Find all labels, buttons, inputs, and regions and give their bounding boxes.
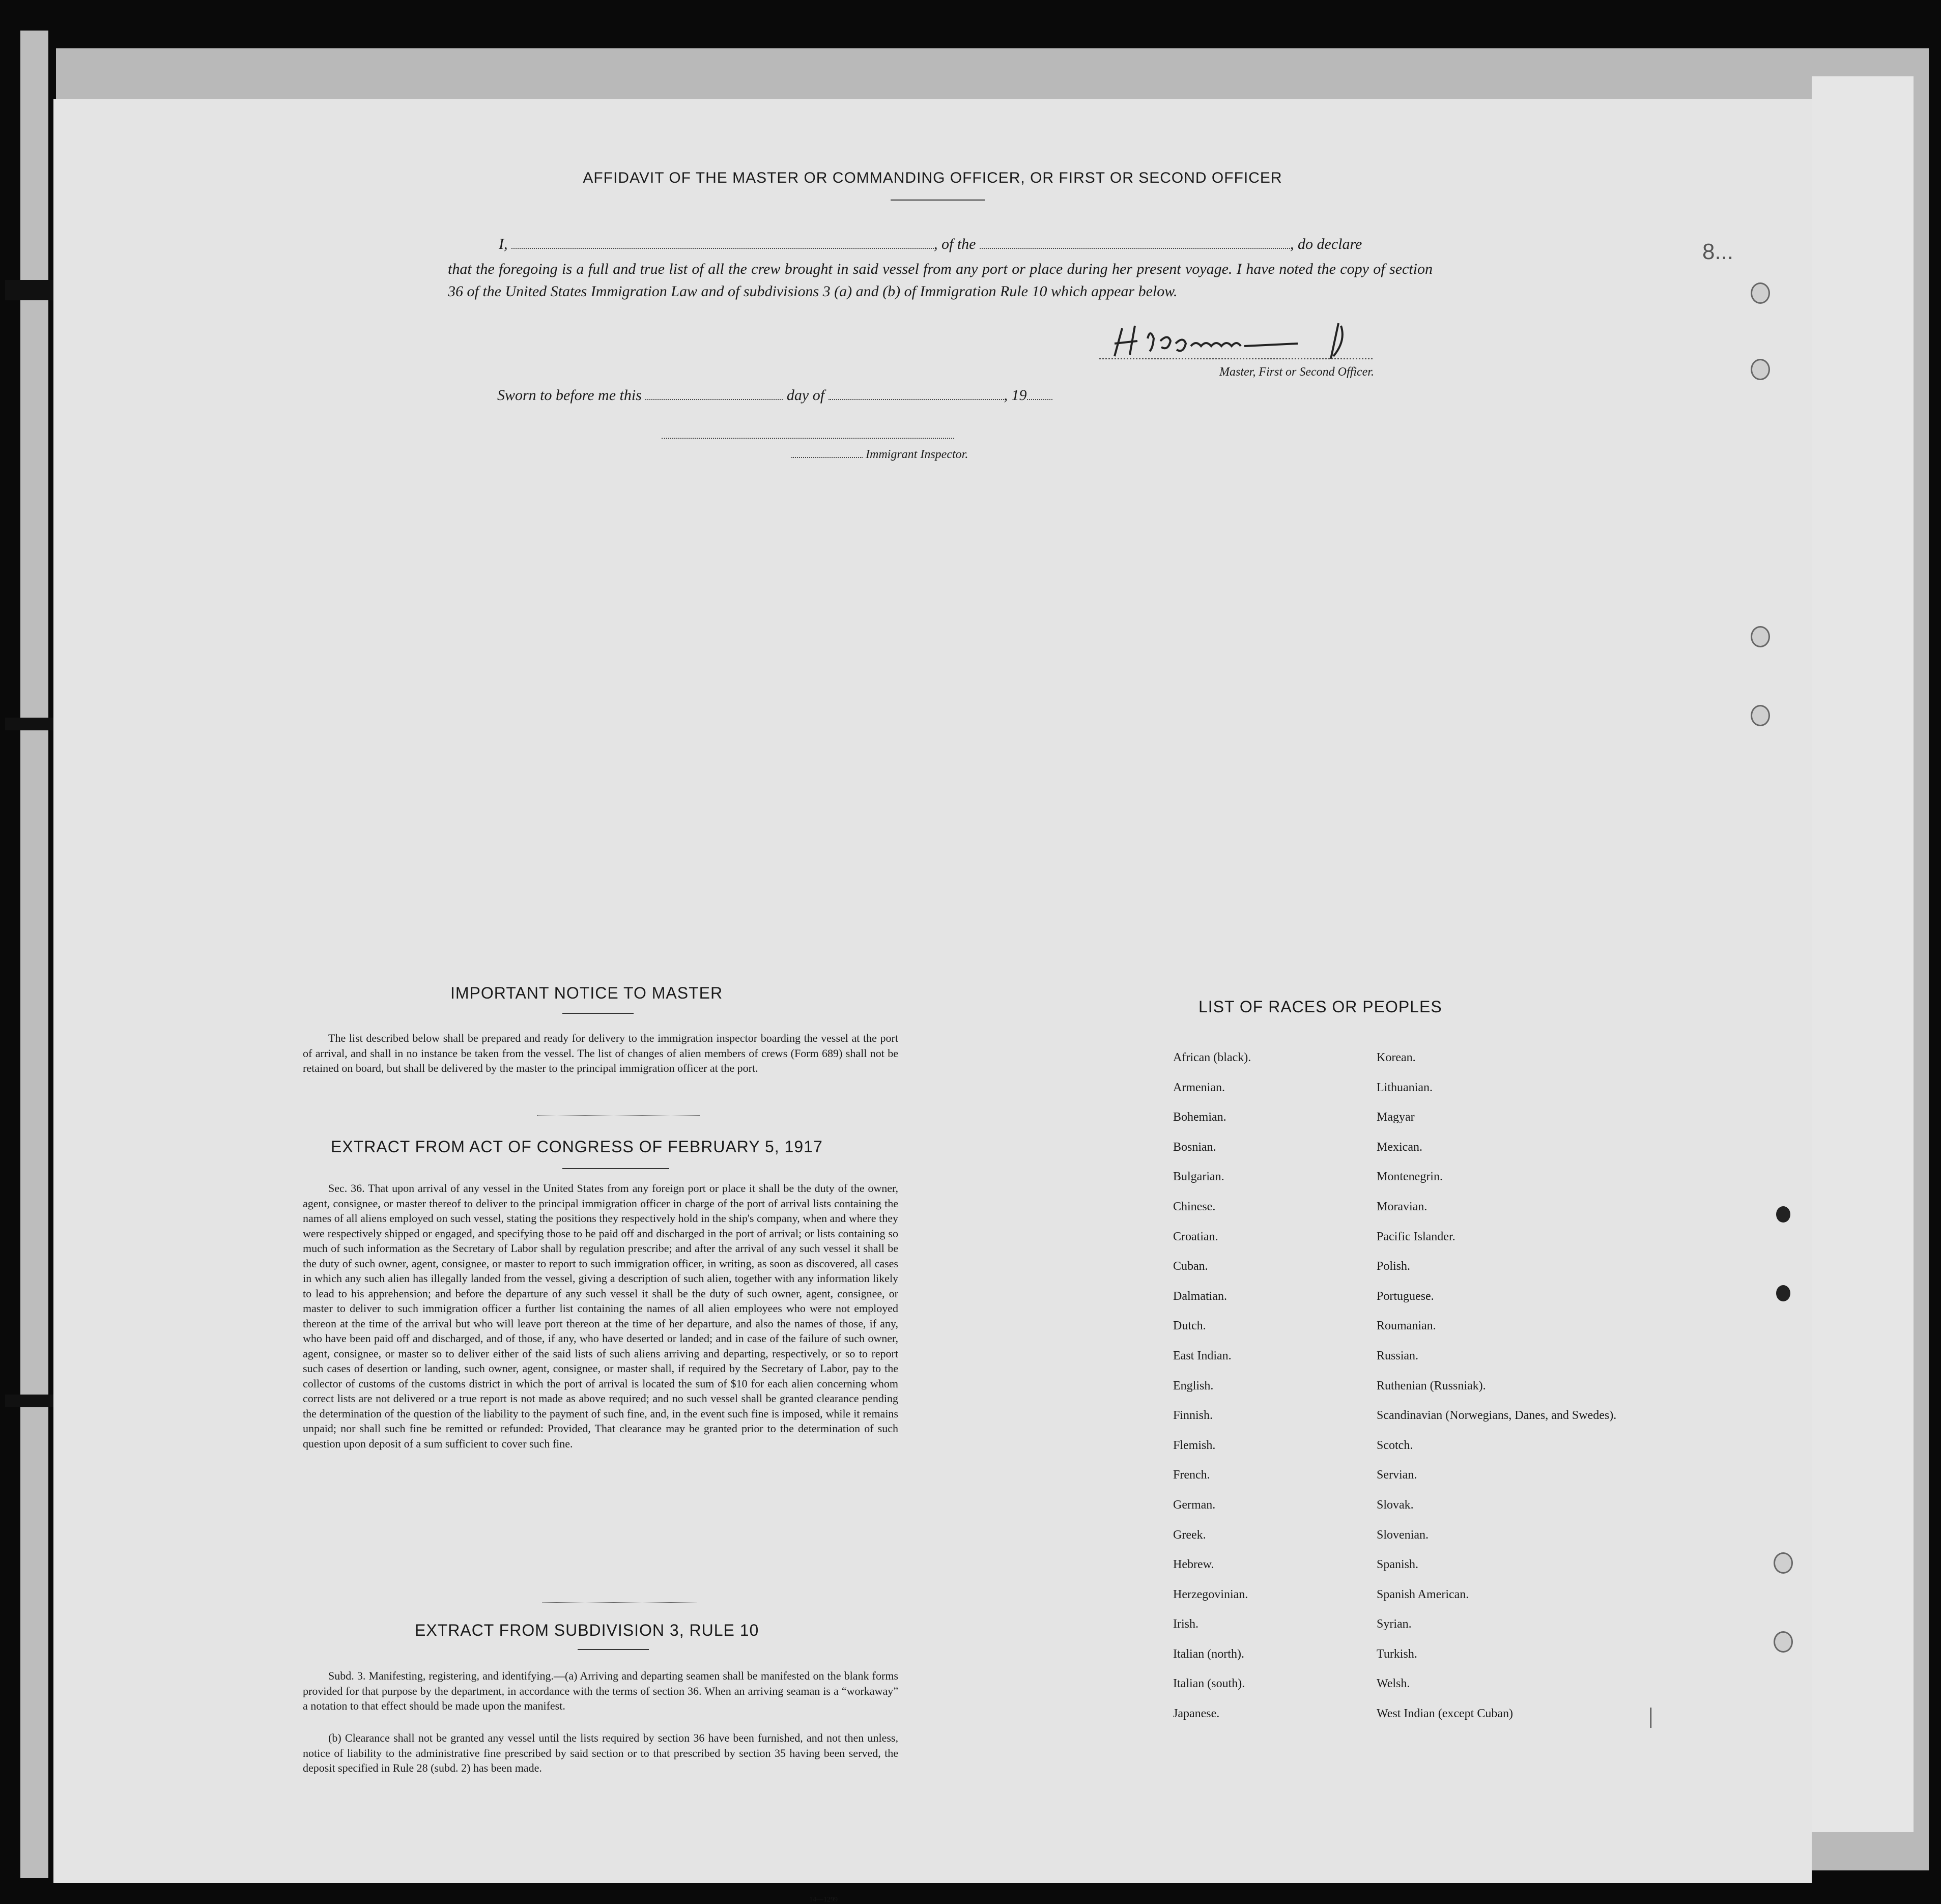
race-item: Chinese. <box>1173 1200 1216 1213</box>
race-item: Russian. <box>1377 1349 1419 1362</box>
punch-hole <box>1774 1552 1793 1574</box>
act-underline <box>562 1168 669 1169</box>
race-item: Roumanian. <box>1377 1319 1436 1333</box>
race-item: Scandinavian (Norwegians, Danes, and Swedes). <box>1377 1409 1617 1423</box>
race-item: French. <box>1173 1468 1210 1482</box>
race-item: Herzegovinian. <box>1173 1587 1248 1601</box>
race-item: Korean. <box>1377 1051 1416 1064</box>
race-item: Montenegrin. <box>1377 1170 1443 1184</box>
race-item: Bulgarian. <box>1173 1170 1224 1184</box>
race-item: Irish. <box>1173 1617 1198 1631</box>
declare-of-the: , of the <box>934 236 976 252</box>
punch-hole <box>1751 282 1770 304</box>
back-sheet-edge <box>1812 76 1914 1832</box>
races-left-column <box>1173 1051 1251 1737</box>
punch-hole <box>1776 1206 1790 1223</box>
race-item: Croatian. <box>1173 1230 1218 1243</box>
inspector-caption: Immigrant Inspector. <box>866 448 968 461</box>
race-item: Flemish. <box>1173 1438 1216 1452</box>
race-item: West Indian (except Cuban) <box>1377 1707 1513 1721</box>
month-blank <box>829 396 1004 400</box>
signature-caption: Master, First or Second Officer. <box>1219 365 1374 379</box>
inspector-blank <box>791 454 863 458</box>
race-item: German. <box>1173 1498 1216 1512</box>
act-extract-title: EXTRACT FROM ACT OF CONGRESS OF FEBRUARY 5, 1917 <box>331 1138 823 1156</box>
race-item: Spanish. <box>1377 1558 1419 1572</box>
section-divider <box>537 1115 700 1116</box>
section-divider <box>542 1602 697 1603</box>
race-item: Armenian. <box>1173 1081 1225 1094</box>
race-item: Portuguese. <box>1377 1289 1434 1303</box>
race-item: African (black). <box>1173 1051 1251 1064</box>
races-right-column <box>1377 1051 1616 1737</box>
race-item: Italian (south). <box>1173 1677 1245 1691</box>
race-item: Cuban. <box>1173 1260 1208 1273</box>
sworn-line <box>497 387 1052 404</box>
sworn-day-of: day of <box>786 387 825 404</box>
inspector-caption-line <box>791 448 968 462</box>
signature-block <box>1099 318 1374 379</box>
inspector-signature-line <box>662 438 954 439</box>
notice-underline <box>562 1013 634 1014</box>
vessel-blank <box>980 245 1290 249</box>
punch-hole <box>1751 359 1770 380</box>
affidavit-paragraph: that the foregoing is a full and true list of all the crew brought in said vessel from any port or place during her present voyage. I have noted the copy of section 36 of the United States Immigration Law and of subdivisions 3 (a) and (b) of Immigration Rule 10 which appear below. <box>448 261 1433 300</box>
declare-i: I, <box>499 236 508 252</box>
race-item: Lithuanian. <box>1377 1081 1433 1094</box>
race-item: Dutch. <box>1173 1319 1206 1333</box>
declaration-line <box>499 236 1362 253</box>
race-item: English. <box>1173 1379 1214 1393</box>
document-page <box>53 99 1812 1903</box>
affidavit-title: AFFIDAVIT OF THE MASTER OR COMMANDING OFFICER, OR FIRST OR SECOND OFFICER <box>583 169 1282 186</box>
race-item: Moravian. <box>1377 1200 1428 1213</box>
punch-hole <box>1751 626 1770 647</box>
race-item: Hebrew. <box>1173 1558 1214 1572</box>
race-item: Magyar <box>1377 1111 1415 1124</box>
signature-image <box>1099 318 1374 366</box>
races-title: LIST OF RACES OR PEOPLES <box>1198 998 1442 1016</box>
act-extract-text: Sec. 36. That upon arrival of any vessel in the United States from any foreign port or place it shall be the duty of the owner, agent, consignee, or master thereof to deliver to the principal immigration officer in charge of the port of arrival lists containing the names of all aliens employed on such vessel, stating the positions they respectively hold in the ship's company, when and where they were respectively shipped or engaged, and specifying those to be paid off and discharged in the port of arrival; or lists containing so much of such information as the Secretary of Labor shall by regulation prescribe; and after the arrival of any such vessel it shall be the duty of such owner, agent, consignee, or master to report to such immigration officer, in writing, as soon as discovered, all cases in which any such alien has illegally landed from the vessel, giving a description of such alien, together with any information likely to lead to his apprehension; and before the departure of any such vessel it shall be the duty of such owner, agent, consignee, or master to deliver to such immigration officer a further list containing the names of all alien employees who were not employed thereon at the time of the arrival but who will leave port thereon at the time of her departure, and also the names of those, if any, who have been paid off and discharged, and of those, if any, who have deserted or landed; and in case of the failure of such owner, agent, consignee, or master so to deliver either of the said lists of such aliens arriving and departing, respectively, or so to report such cases of desertion or landing, such owner, agent, consignee, or master shall, if required by the Secretary of Labor, pay to the collector of customs of the customs district in which the port of arrival is located the sum of $10 for each alien concerning whom correct lists are not delivered or a true report is not made as above required; and no such vessel shall be granted clearance pending the determination of the question of the liability to the payment of such fine, and, in the event such fine is imposed, while it remains unpaid; nor shall such fine be remitted or refunded: Provided, That clearance may be granted prior to the determination of such question upon deposit of a sum sufficient to cover such fine. <box>303 1182 898 1450</box>
punch-hole <box>1776 1285 1790 1301</box>
race-item: Bohemian. <box>1173 1111 1226 1124</box>
race-item: Polish. <box>1377 1260 1411 1273</box>
race-item: Syrian. <box>1377 1617 1412 1631</box>
race-item: Slovak. <box>1377 1498 1414 1512</box>
race-item: Japanese. <box>1173 1707 1220 1721</box>
column-mark <box>1650 1708 1651 1728</box>
sworn-prefix: Sworn to before me this <box>497 387 642 404</box>
race-item: Slovenian. <box>1377 1528 1429 1542</box>
day-blank <box>645 396 783 400</box>
sworn-year: , 19 <box>1004 387 1027 404</box>
stamp-mark: 8... <box>1702 239 1734 264</box>
rule-extract-para-b: (b) Clearance shall not be granted any vessel until the lists required by section 36 have been furnished, and not then unless, notice of liability to the administrative fine prescribed by said section or to that prescribed by section 35 having been served, the deposit specified in Rule 28 (subd. 2) has been made. <box>303 1731 898 1774</box>
punch-hole <box>1751 705 1770 726</box>
race-item: Ruthenian (Russniak). <box>1377 1379 1486 1393</box>
race-item: Scotch. <box>1377 1438 1413 1452</box>
name-blank <box>511 245 934 249</box>
rule-extract-title: EXTRACT FROM SUBDIVISION 3, RULE 10 <box>415 1621 759 1639</box>
race-item: Pacific Islander. <box>1377 1230 1455 1243</box>
race-item: Italian (north). <box>1173 1647 1244 1661</box>
race-item: Spanish American. <box>1377 1587 1469 1601</box>
race-item: Greek. <box>1173 1528 1206 1542</box>
race-item: Bosnian. <box>1173 1140 1216 1154</box>
binder-strip <box>20 31 48 1878</box>
rule-extract-para-a: Subd. 3. Manifesting, registering, and identifying.—(a) Arriving and departing seamen shall be manifested on the blank forms provided for that purpose by the department, in accordance with the terms of section 36. When an arriving seaman is a “workaway” a notation to that effect should be made upon the manifest. <box>303 1669 898 1712</box>
race-item: Mexican. <box>1377 1140 1422 1154</box>
race-item: Finnish. <box>1173 1409 1213 1423</box>
race-item: Servian. <box>1377 1468 1417 1482</box>
race-item: Turkish. <box>1377 1647 1417 1661</box>
form-number: 14—1299 <box>809 1896 838 1903</box>
title-underline <box>891 200 985 201</box>
notice-text: The list described below shall be prepared and ready for delivery to the immigration inspector boarding the vessel at the port of arrival, and shall in no instance be taken from the vessel. The list of changes of alien members of crews (Form 689) shall not be retained on board, but shall be delivered by the master to the principal immigration officer at the port. <box>303 1032 898 1074</box>
punch-hole <box>1774 1631 1793 1653</box>
race-item: East Indian. <box>1173 1349 1232 1362</box>
notice-title: IMPORTANT NOTICE TO MASTER <box>450 984 723 1002</box>
race-item: Welsh. <box>1377 1677 1410 1691</box>
declare-end: , do declare <box>1290 236 1362 252</box>
rule-underline <box>578 1649 649 1650</box>
year-blank <box>1027 396 1052 400</box>
race-item: Dalmatian. <box>1173 1289 1227 1303</box>
